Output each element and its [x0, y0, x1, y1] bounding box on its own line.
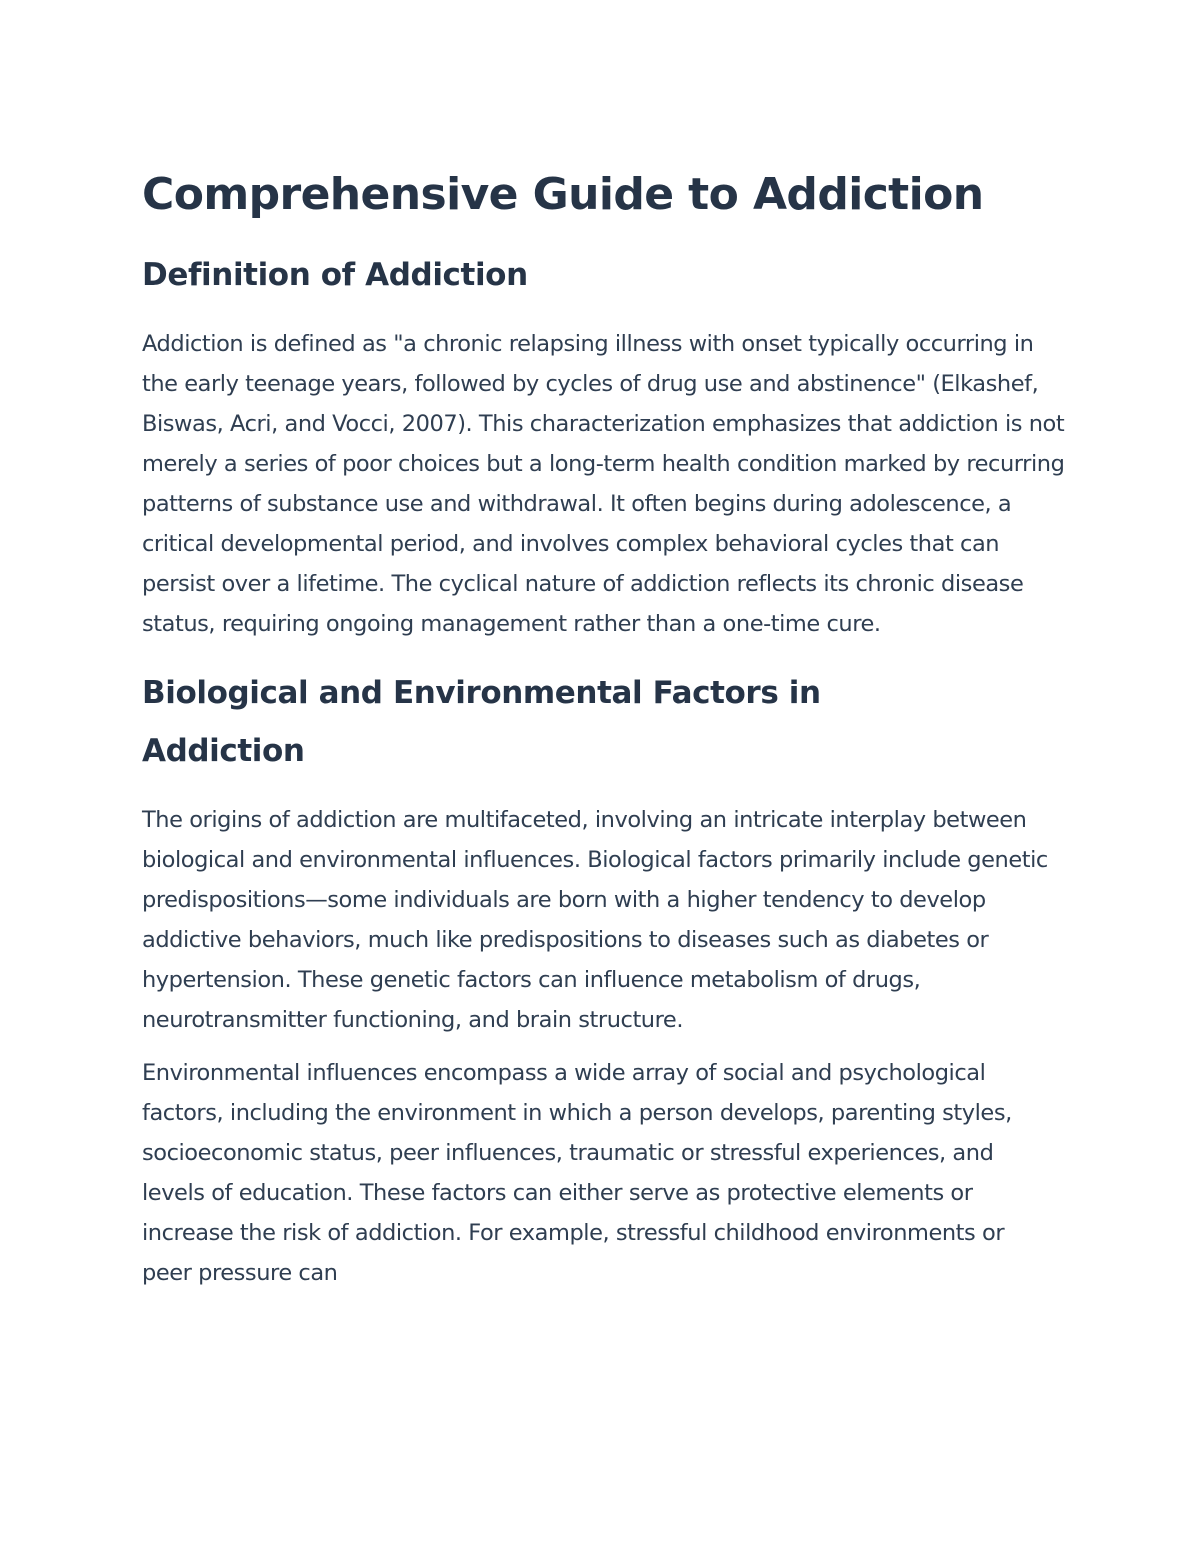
document-title: Comprehensive Guide to Addiction — [142, 169, 984, 220]
section-heading-definition: Definition of Addiction — [142, 257, 528, 293]
document-page — [142, 162, 1082, 1293]
paragraph-definition: Addiction is defined as "a chronic relapsing illness with onset typically occurring in the early teenage years, followed by cycles of drug use and abstinence" (Elkashef, Biswas, Acri, and Vocci, 2007). This characterization emphasizes that addiction is not merely a series of poor choices but a long-term health condition marked by recurring patterns of substance use and withdrawal. It often begins during adolescence, a critical developmental period, and involves complex behavioral cycles that can persist over a lifetime. The cyclical nature of addiction reflects its chronic disease status, requiring ongoing management rather than a one-time cure. — [142, 331, 1065, 637]
section-heading-factors: Biological and Environmental Factors in Addiction — [142, 675, 821, 769]
paragraph-biological-factors: The origins of addiction are multifaceted, involving an intricate interplay between biological and environmental influences. Biological factors primarily include genetic predispositions—some individuals are born with a higher tendency to develop addictive behaviors, much like predispositions to diseases such as diabetes or hypertension. These genetic factors can influence metabolism of drugs, neurotransmitter functioning, and brain structure. — [142, 807, 1048, 1033]
paragraph-environmental-factors: Environmental influences encompass a wide array of social and psychological factors, including the environment in which a person develops, parenting styles, socioeconomic status, peer influences, traumatic or stressful experiences, and levels of education. These factors can either serve as protective elements or increase the risk of addiction. For example, stressful childhood environments or peer pressure can — [142, 1060, 1012, 1286]
